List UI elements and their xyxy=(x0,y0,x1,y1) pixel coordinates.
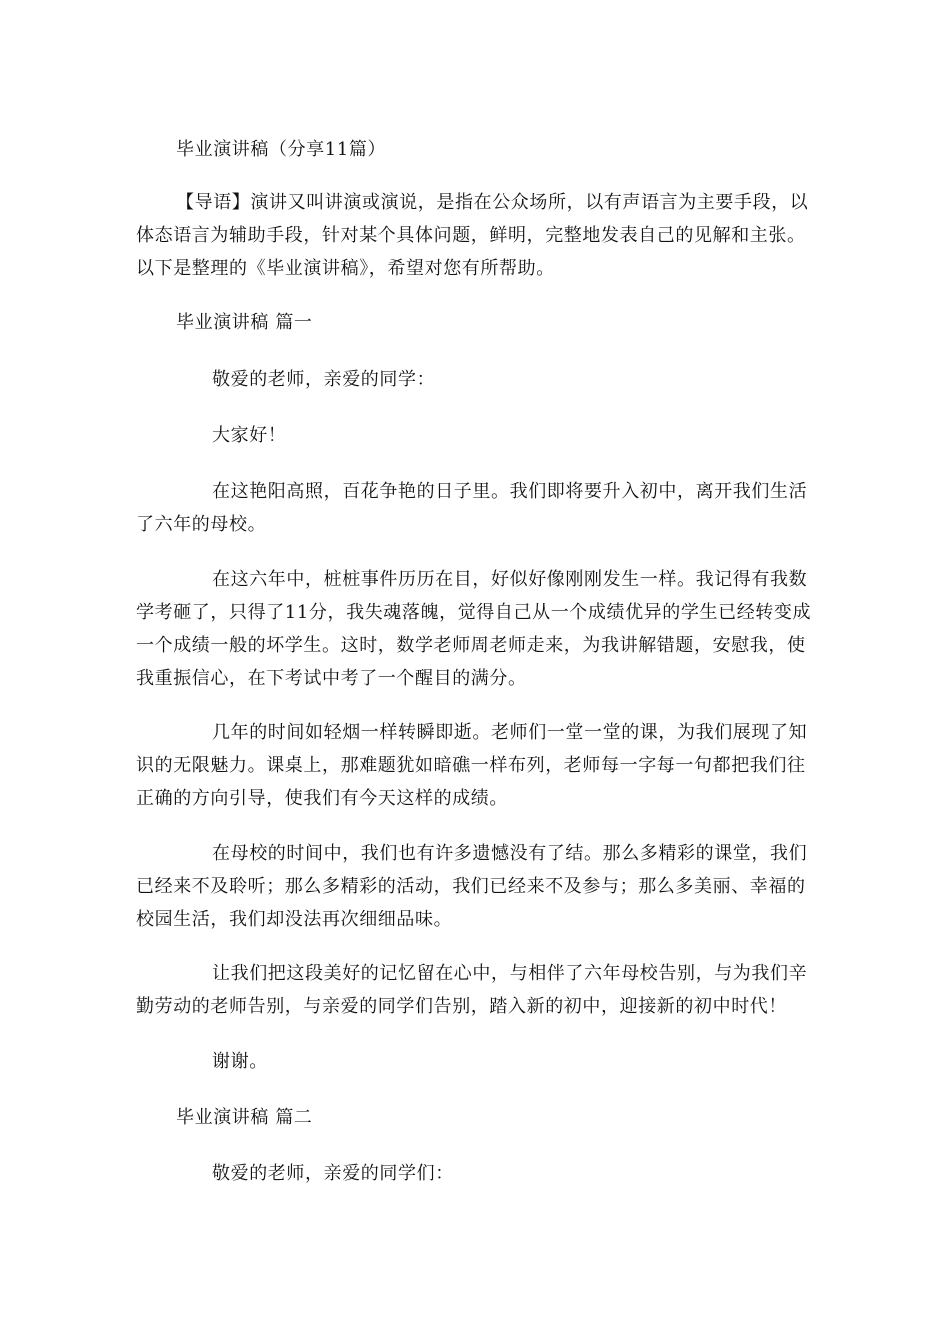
greeting: 大家好！ xyxy=(212,425,287,446)
body-paragraph-4: 在母校的时间中，我们也有许多遗憾没有了结。那么多精彩的课堂，我们已经来不及聆听；那么多精彩的活动，我们已经来不及参与；那么多美丽、幸福的校园生活，我们却没法再次细细品味。 xyxy=(136,843,808,930)
body-paragraph-3: 几年的时间如轻烟一样转瞬即逝。老师们一堂一堂的课，为我们展现了知识的无限魅力。课桌上，那难题犹如暗礁一样布列，老师每一字每一句都把我们往正确的方向引导，使我们有今天这样的成绩。 xyxy=(136,722,808,809)
document-title: 毕业演讲稿（分享11篇） xyxy=(176,139,387,160)
intro-paragraph: 【导语】演讲又叫讲演或演说，是指在公众场所，以有声语言为主要手段，以体态语言为辅助手段，针对某个具体问题，鲜明，完整地发表自己的见解和主张。以下是整理的《毕业演讲稿》，希望对您有所帮助。 xyxy=(136,192,809,279)
section-heading-2: 毕业演讲稿 篇二 xyxy=(176,1107,313,1128)
section-heading-1: 毕业演讲稿 篇一 xyxy=(176,312,313,333)
body-paragraph-1: 在这艳阳高照，百花争艳的日子里。我们即将要升入初中，离开我们生活了六年的母校。 xyxy=(136,481,808,535)
body-paragraph-2: 在这六年中，桩桩事件历历在目，好似好像刚刚发生一样。我记得有我数学考砸了，只得了11分，我失魂落魄，觉得自己从一个成绩优异的学生已经转变成一个成绩一般的坏学生。这时，数学老师周老师走来，为我讲解错题，安慰我，使我重振信心，在下考试中考了一个醒目的满分。 xyxy=(136,569,812,689)
salutation-2: 敬爱的老师，亲爱的同学们： xyxy=(212,1163,454,1184)
closing: 谢谢。 xyxy=(212,1051,268,1072)
body-paragraph-5: 让我们把这段美好的记忆留在心中，与相伴了六年母校告别，与为我们辛勤劳动的老师告别，与亲爱的同学们告别，踏入新的初中，迎接新的初中时代！ xyxy=(136,963,808,1017)
salutation-1: 敬爱的老师，亲爱的同学： xyxy=(212,369,436,390)
